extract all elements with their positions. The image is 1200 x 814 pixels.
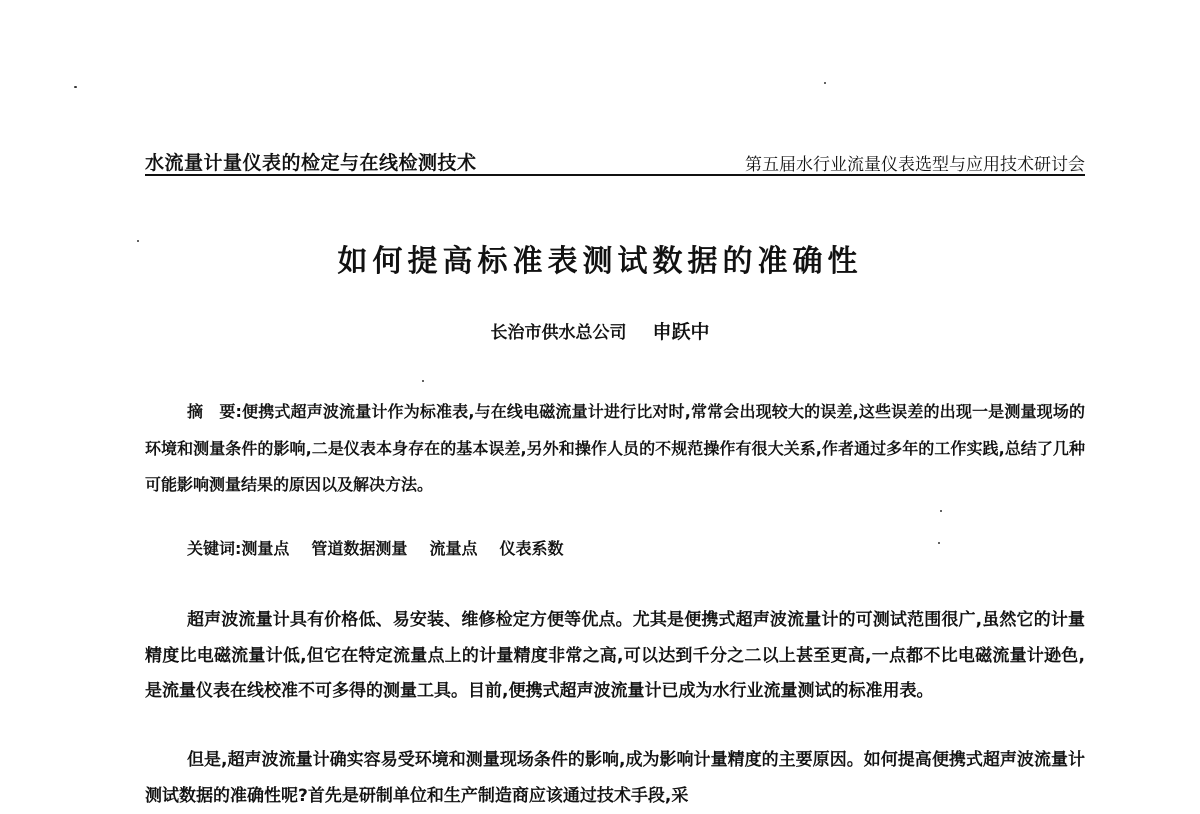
article-title: 如何提高标准表测试数据的准确性 (337, 244, 863, 279)
running-header (145, 146, 1085, 176)
header-conference-title: 第五届水行业流量仪表选型与应用技术研讨会 (745, 155, 1085, 175)
body-paragraph-2: 但是,超声波流量计确实容易受环境和测量现场条件的影响,成为影响计量精度的主要原因。如何提高便携式超声波流量计测试数据的准确性呢?首先是研制单位和生产制造商应该通过技术手段,采 (145, 750, 1085, 806)
body-paragraph-1: 超声波流量计具有价格低、易安装、维修检定方便等优点。尤其是便携式超声波流量计的可测试范围很广,虽然它的计量精度比电磁流量计低,但它在特定流量点上的计量精度非常之高,可以达到千分之二以上甚至更高,一点都不比电磁流量计逊色,是流量仪表在线校准不可多得的测量工具。目前,便携式超声波流量计已成为水行业流量测试的标准用表。 (145, 610, 1085, 701)
scan-speck (422, 380, 424, 382)
abstract-label: 摘 要: (187, 402, 242, 421)
keyword-item: 管道数据测量 (311, 539, 408, 558)
scan-speck (824, 82, 826, 84)
header-book-title: 水流量计量仪表的检定与在线检测技术 (145, 152, 477, 174)
scan-speck (938, 542, 940, 544)
author-name: 申跃中 (652, 321, 710, 343)
keyword-item: 测量点 (241, 539, 290, 558)
scan-speck (940, 510, 942, 512)
scan-speck (74, 86, 77, 88)
author-organization: 长治市供水总公司 (490, 323, 627, 343)
keyword-item: 流量点 (429, 539, 478, 558)
keywords (187, 534, 585, 564)
abstract-text: 便携式超声波流量计作为标准表,与在线电磁流量计进行比对时,常常会出现较大的误差,这些误差的出现一是测量现场的环境和测量条件的影响,二是仪表本身存在的基本误差,另外和操作人员的不规范操作有很大关系,作者通过多年的工作实践,总结了几种可能影响测量结果的原因以及解决方法。 (145, 402, 1085, 494)
keywords-label: 关键词: (187, 539, 242, 558)
abstract (145, 394, 1085, 504)
byline (0, 317, 1200, 344)
keyword-item: 仪表系数 (499, 539, 564, 558)
